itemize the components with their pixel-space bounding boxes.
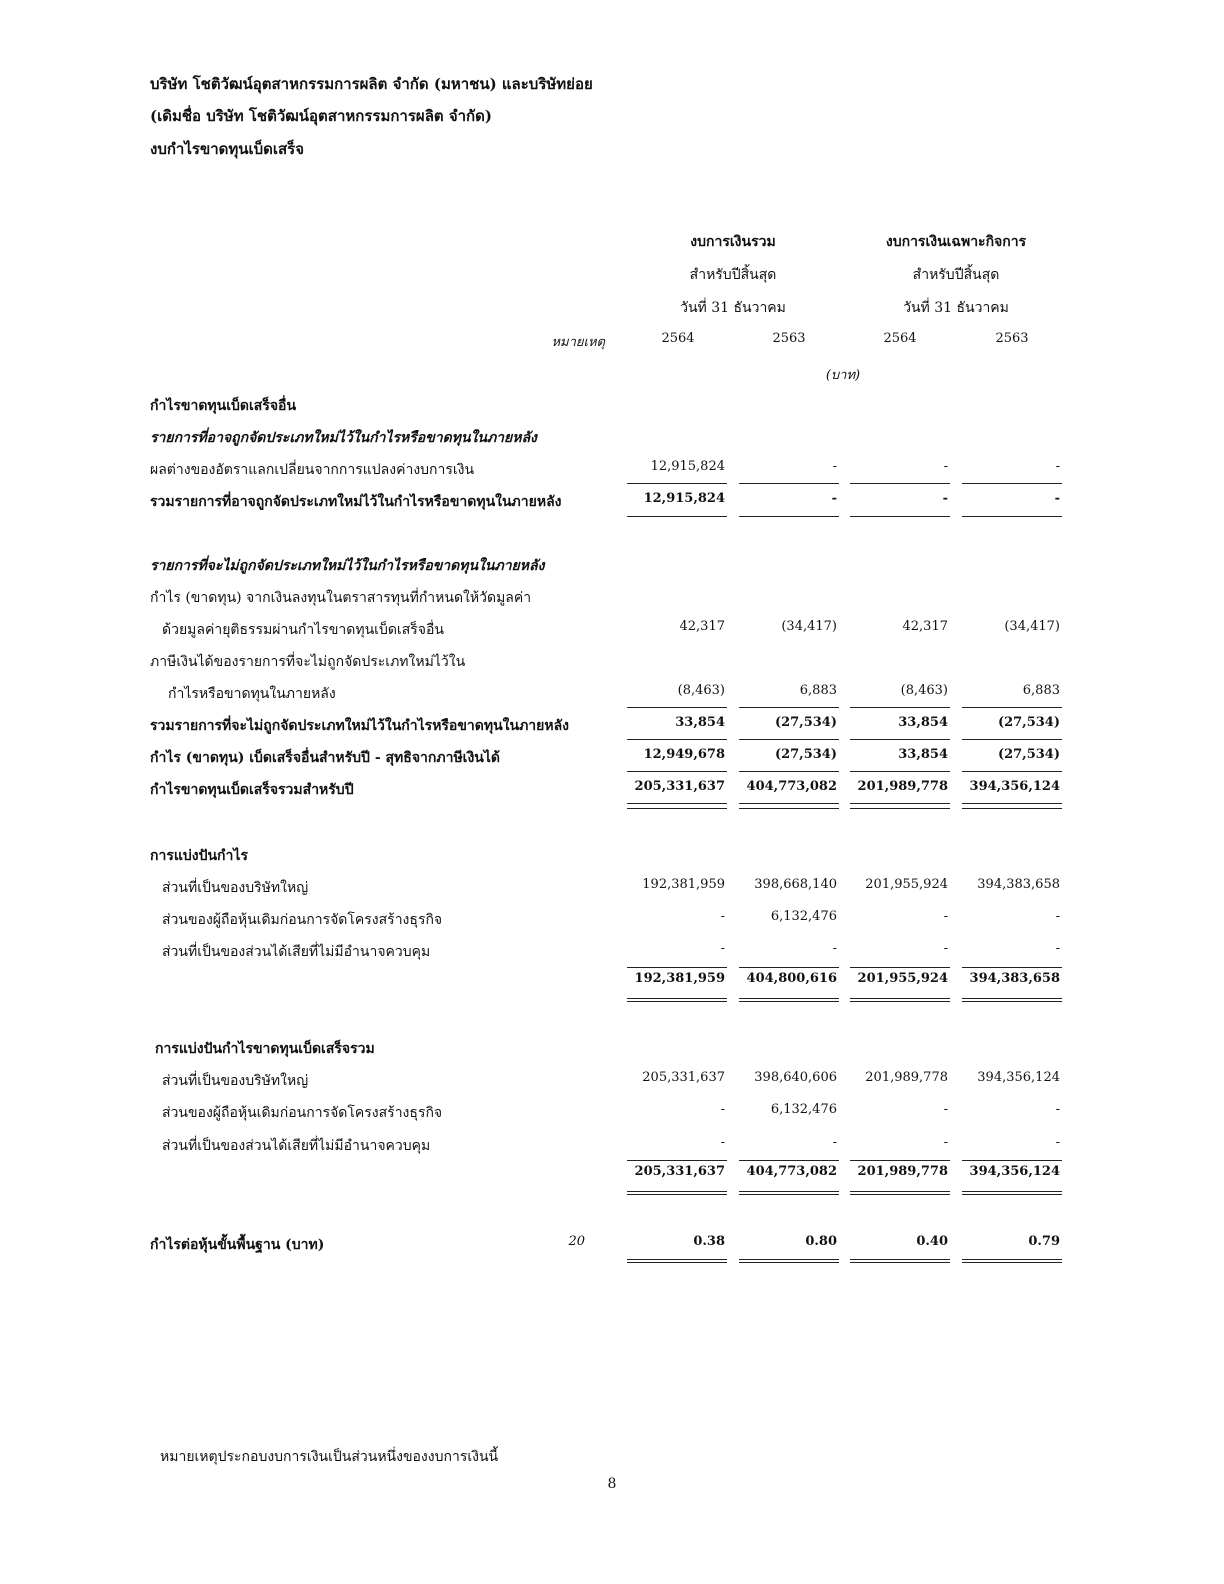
cell-value: (27,534): [774, 747, 837, 762]
cell-value: (34,417): [781, 619, 837, 634]
row-label: ด้วยมูลค่ายุติธรรมผ่านกำไรขาดทุนเบ็ดเสร็จอื่น: [162, 622, 444, 638]
table-row: [0, 941, 1224, 963]
cell-value: -: [943, 459, 948, 474]
rule-line: [739, 707, 839, 708]
cell-value: 33,854: [898, 715, 948, 730]
cell-value: 192,381,959: [634, 971, 725, 986]
cell-value: 205,331,637: [634, 1164, 725, 1179]
rule-line: [627, 808, 727, 809]
rule-line: [627, 1194, 727, 1195]
rule-line: [627, 1259, 727, 1260]
cell-value: 0.80: [805, 1234, 837, 1249]
rule-line: [850, 967, 950, 968]
cell-value: -: [832, 941, 837, 956]
table-row: [0, 1164, 1224, 1186]
cell-value: (27,534): [997, 747, 1060, 762]
cell-value: 33,854: [898, 747, 948, 762]
cell-value: -: [720, 941, 725, 956]
rule-line: [962, 1194, 1062, 1195]
table-row: [0, 1135, 1224, 1157]
cell-value: -: [720, 1135, 725, 1150]
cell-value: -: [1055, 1135, 1060, 1150]
row-label: รายการที่อาจถูกจัดประเภทใหม่ไว้ในกำไรหรือขาดทุนในภายหลัง: [150, 430, 537, 446]
cell-value: (27,534): [774, 715, 837, 730]
cell-value: -: [942, 491, 948, 506]
rule-line: [739, 1160, 839, 1161]
cell-value: 404,773,082: [746, 1164, 837, 1179]
table-row: [0, 555, 1224, 577]
cell-value: (27,534): [997, 715, 1060, 730]
rule-line: [627, 967, 727, 968]
row-label: ส่วนของผู้ถือหุ้นเดิมก่อนการจัดโครงสร้างธุรกิจ: [162, 912, 443, 928]
row-label: การแบ่งปันกำไรขาดทุนเบ็ดเสร็จรวม: [155, 1041, 375, 1057]
rule-line: [850, 808, 950, 809]
cell-value: -: [832, 459, 837, 474]
year-header-4: 2563: [995, 331, 1029, 346]
rule-line: [962, 483, 1062, 484]
rule-line: [962, 516, 1062, 517]
cell-value: 12,915,824: [643, 491, 725, 506]
rule-line: [739, 998, 839, 999]
row-label: รวมรายการที่อาจถูกจัดประเภทใหม่ไว้ในกำไรหรือขาดทุนในภายหลัง: [150, 494, 562, 510]
separate-header: งบการเงินเฉพาะกิจการ: [885, 234, 1027, 250]
cell-value: 192,381,959: [642, 877, 725, 892]
rule-line: [739, 1194, 839, 1195]
separate-period: สำหรับปีสิ้นสุด: [912, 267, 1000, 283]
rule-line: [850, 707, 950, 708]
rule-line: [962, 808, 1062, 809]
cell-value: -: [943, 909, 948, 924]
cell-value: -: [943, 1135, 948, 1150]
rule-line: [739, 739, 839, 740]
rule-line: [739, 1001, 839, 1002]
rule-line: [850, 483, 950, 484]
cell-value: 201,955,924: [857, 971, 948, 986]
row-label: กำไรต่อหุ้นขั้นพื้นฐาน (บาท): [150, 1237, 325, 1253]
consolidated-header: งบการเงินรวม: [690, 234, 776, 250]
cell-value: 6,132,476: [770, 1102, 837, 1117]
row-label: รวมรายการที่จะไม่ถูกจัดประเภทใหม่ไว้ในกำไรหรือขาดทุนในภายหลัง: [150, 718, 570, 734]
cell-value: 398,668,140: [754, 877, 837, 892]
row-label: กำไรขาดทุนเบ็ดเสร็จรวมสำหรับปี: [150, 782, 354, 798]
row-label: กำไร (ขาดทุน) เบ็ดเสร็จอื่นสำหรับปี - สุทธิจากภาษีเงินได้: [150, 750, 500, 766]
row-label: ส่วนที่เป็นของบริษัทใหญ่: [162, 880, 309, 896]
year-header-1: 2564: [661, 331, 695, 346]
cell-value: 201,955,924: [865, 877, 948, 892]
table-row: [0, 427, 1224, 449]
row-label: กำไรหรือขาดทุนในภายหลัง: [168, 686, 336, 702]
cell-value: 6,883: [799, 683, 837, 698]
rule-line: [850, 1160, 950, 1161]
rule-line: [739, 771, 839, 772]
cell-value: -: [1054, 491, 1060, 506]
cell-value: 398,640,606: [754, 1070, 837, 1085]
table-row: [0, 491, 1224, 513]
cell-value: 33,854: [675, 715, 725, 730]
rule-line: [739, 1259, 839, 1260]
rule-line: [850, 998, 950, 999]
cell-value: 42,317: [679, 619, 725, 634]
cell-value: 0.40: [916, 1234, 948, 1249]
cell-value: 6,883: [1022, 683, 1060, 698]
table-row: [0, 877, 1224, 899]
table-row: [0, 747, 1224, 769]
table-row: [0, 715, 1224, 737]
cell-value: -: [943, 1102, 948, 1117]
cell-value: 394,383,658: [969, 971, 1060, 986]
year-header-2: 2563: [772, 331, 806, 346]
row-label: ส่วนที่เป็นของส่วนได้เสียที่ไม่มีอำนาจควบคุม: [162, 944, 431, 960]
cell-value: 0.79: [1028, 1234, 1060, 1249]
rule-line: [850, 1262, 950, 1263]
cell-value: 201,989,778: [865, 1070, 948, 1085]
rule-line: [627, 483, 727, 484]
rule-line: [627, 803, 727, 804]
company-name: บริษัท โชติวัฒน์อุตสาหกรรมการผลิต จำกัด (มหาชน) และบริษัทย่อย: [150, 75, 593, 93]
rule-line: [627, 516, 727, 517]
cell-value: 0.38: [693, 1234, 725, 1249]
rule-line: [962, 967, 1062, 968]
unit-label: (บาท): [825, 368, 861, 383]
note-column-header: หมายเหตุ: [551, 335, 605, 350]
rule-line: [850, 1259, 950, 1260]
rule-line: [850, 803, 950, 804]
table-row: [0, 909, 1224, 931]
rule-line: [962, 1191, 1062, 1192]
cell-value: -: [1055, 941, 1060, 956]
rule-line: [739, 808, 839, 809]
rule-line: [739, 803, 839, 804]
cell-value: 6,132,476: [770, 909, 837, 924]
row-label: ภาษีเงินได้ของรายการที่จะไม่ถูกจัดประเภทใหม่ไว้ใน: [150, 654, 466, 670]
table-row: [0, 779, 1224, 801]
table-row: [0, 587, 1224, 609]
cell-value: 205,331,637: [634, 779, 725, 794]
rule-line: [850, 516, 950, 517]
rule-line: [627, 1262, 727, 1263]
consolidated-period: สำหรับปีสิ้นสุด: [689, 267, 777, 283]
cell-value: 201,989,778: [857, 1164, 948, 1179]
cell-value: 12,949,678: [643, 747, 725, 762]
rule-line: [627, 739, 727, 740]
row-label: กำไรขาดทุนเบ็ดเสร็จอื่น: [150, 398, 297, 414]
consolidated-date: วันที่ 31 ธันวาคม: [680, 300, 786, 316]
cell-value: -: [720, 1102, 725, 1117]
rule-line: [962, 739, 1062, 740]
cell-value: -: [1055, 459, 1060, 474]
cell-value: 42,317: [902, 619, 948, 634]
row-label: กำไร (ขาดทุน) จากเงินลงทุนในตราสารทุนที่กำหนดให้วัดมูลค่า: [150, 590, 532, 606]
rule-line: [962, 1001, 1062, 1002]
cell-value: -: [832, 1135, 837, 1150]
cell-value: (34,417): [1004, 619, 1060, 634]
cell-value: -: [943, 941, 948, 956]
row-label: รายการที่จะไม่ถูกจัดประเภทใหม่ไว้ในกำไรหรือขาดทุนในภายหลัง: [150, 558, 545, 574]
rule-line: [739, 1262, 839, 1263]
table-row: [0, 1102, 1224, 1124]
rule-line: [962, 803, 1062, 804]
rule-line: [850, 739, 950, 740]
cell-value: -: [720, 909, 725, 924]
statement-title: งบกำไรขาดทุนเบ็ดเสร็จ: [150, 140, 305, 158]
year-header-3: 2564: [883, 331, 917, 346]
rule-line: [850, 1194, 950, 1195]
rule-line: [627, 998, 727, 999]
table-row: [0, 1070, 1224, 1092]
table-row: [0, 651, 1224, 673]
cell-value: 394,356,124: [969, 779, 1060, 794]
cell-value: 12,915,824: [650, 459, 725, 474]
rule-line: [962, 707, 1062, 708]
cell-value: -: [1055, 909, 1060, 924]
cell-value: 201,989,778: [857, 779, 948, 794]
table-row: [0, 619, 1224, 641]
cell-value: 394,356,124: [977, 1070, 1060, 1085]
rule-line: [627, 1191, 727, 1192]
rule-line: [962, 1262, 1062, 1263]
rule-line: [962, 1160, 1062, 1161]
rule-line: [962, 998, 1062, 999]
footer-note: หมายเหตุประกอบงบการเงินเป็นส่วนหนึ่งของงบการเงินนี้: [160, 1449, 499, 1465]
rule-line: [627, 707, 727, 708]
table-row: [0, 1234, 1224, 1256]
row-note: 20: [568, 1234, 585, 1249]
cell-value: 205,331,637: [642, 1070, 725, 1085]
cell-value: 404,773,082: [746, 779, 837, 794]
row-label: ผลต่างของอัตราแลกเปลี่ยนจากการแปลงค่างบการเงิน: [150, 462, 475, 478]
row-label: การแบ่งปันกำไร: [150, 848, 248, 864]
rule-line: [850, 1191, 950, 1192]
rule-line: [627, 1160, 727, 1161]
rule-line: [850, 771, 950, 772]
rule-line: [739, 483, 839, 484]
cell-value: (8,463): [677, 683, 725, 698]
row-label: ส่วนที่เป็นของส่วนได้เสียที่ไม่มีอำนาจควบคุม: [162, 1138, 431, 1154]
cell-value: (8,463): [900, 683, 948, 698]
former-company-name: (เดิมชื่อ บริษัท โชติวัฒน์อุตสาหกรรมการผลิต จำกัด): [150, 107, 492, 125]
table-row: [0, 845, 1224, 867]
table-row: [0, 459, 1224, 481]
cell-value: 394,383,658: [977, 877, 1060, 892]
cell-value: -: [1055, 1102, 1060, 1117]
cell-value: 394,356,124: [969, 1164, 1060, 1179]
rule-line: [627, 1001, 727, 1002]
table-row: [0, 971, 1224, 993]
table-row: [0, 395, 1224, 417]
rule-line: [627, 771, 727, 772]
cell-value: 404,800,616: [746, 971, 837, 986]
page-number: 8: [607, 1476, 617, 1492]
rule-line: [739, 1191, 839, 1192]
rule-line: [962, 1259, 1062, 1260]
table-row: [0, 1038, 1224, 1060]
separate-date: วันที่ 31 ธันวาคม: [903, 300, 1009, 316]
rule-line: [962, 771, 1062, 772]
row-label: ส่วนที่เป็นของบริษัทใหญ่: [162, 1073, 309, 1089]
cell-value: -: [831, 491, 837, 506]
row-label: ส่วนของผู้ถือหุ้นเดิมก่อนการจัดโครงสร้างธุรกิจ: [162, 1105, 443, 1121]
rule-line: [739, 967, 839, 968]
rule-line: [739, 516, 839, 517]
rule-line: [850, 1001, 950, 1002]
table-row: [0, 683, 1224, 705]
